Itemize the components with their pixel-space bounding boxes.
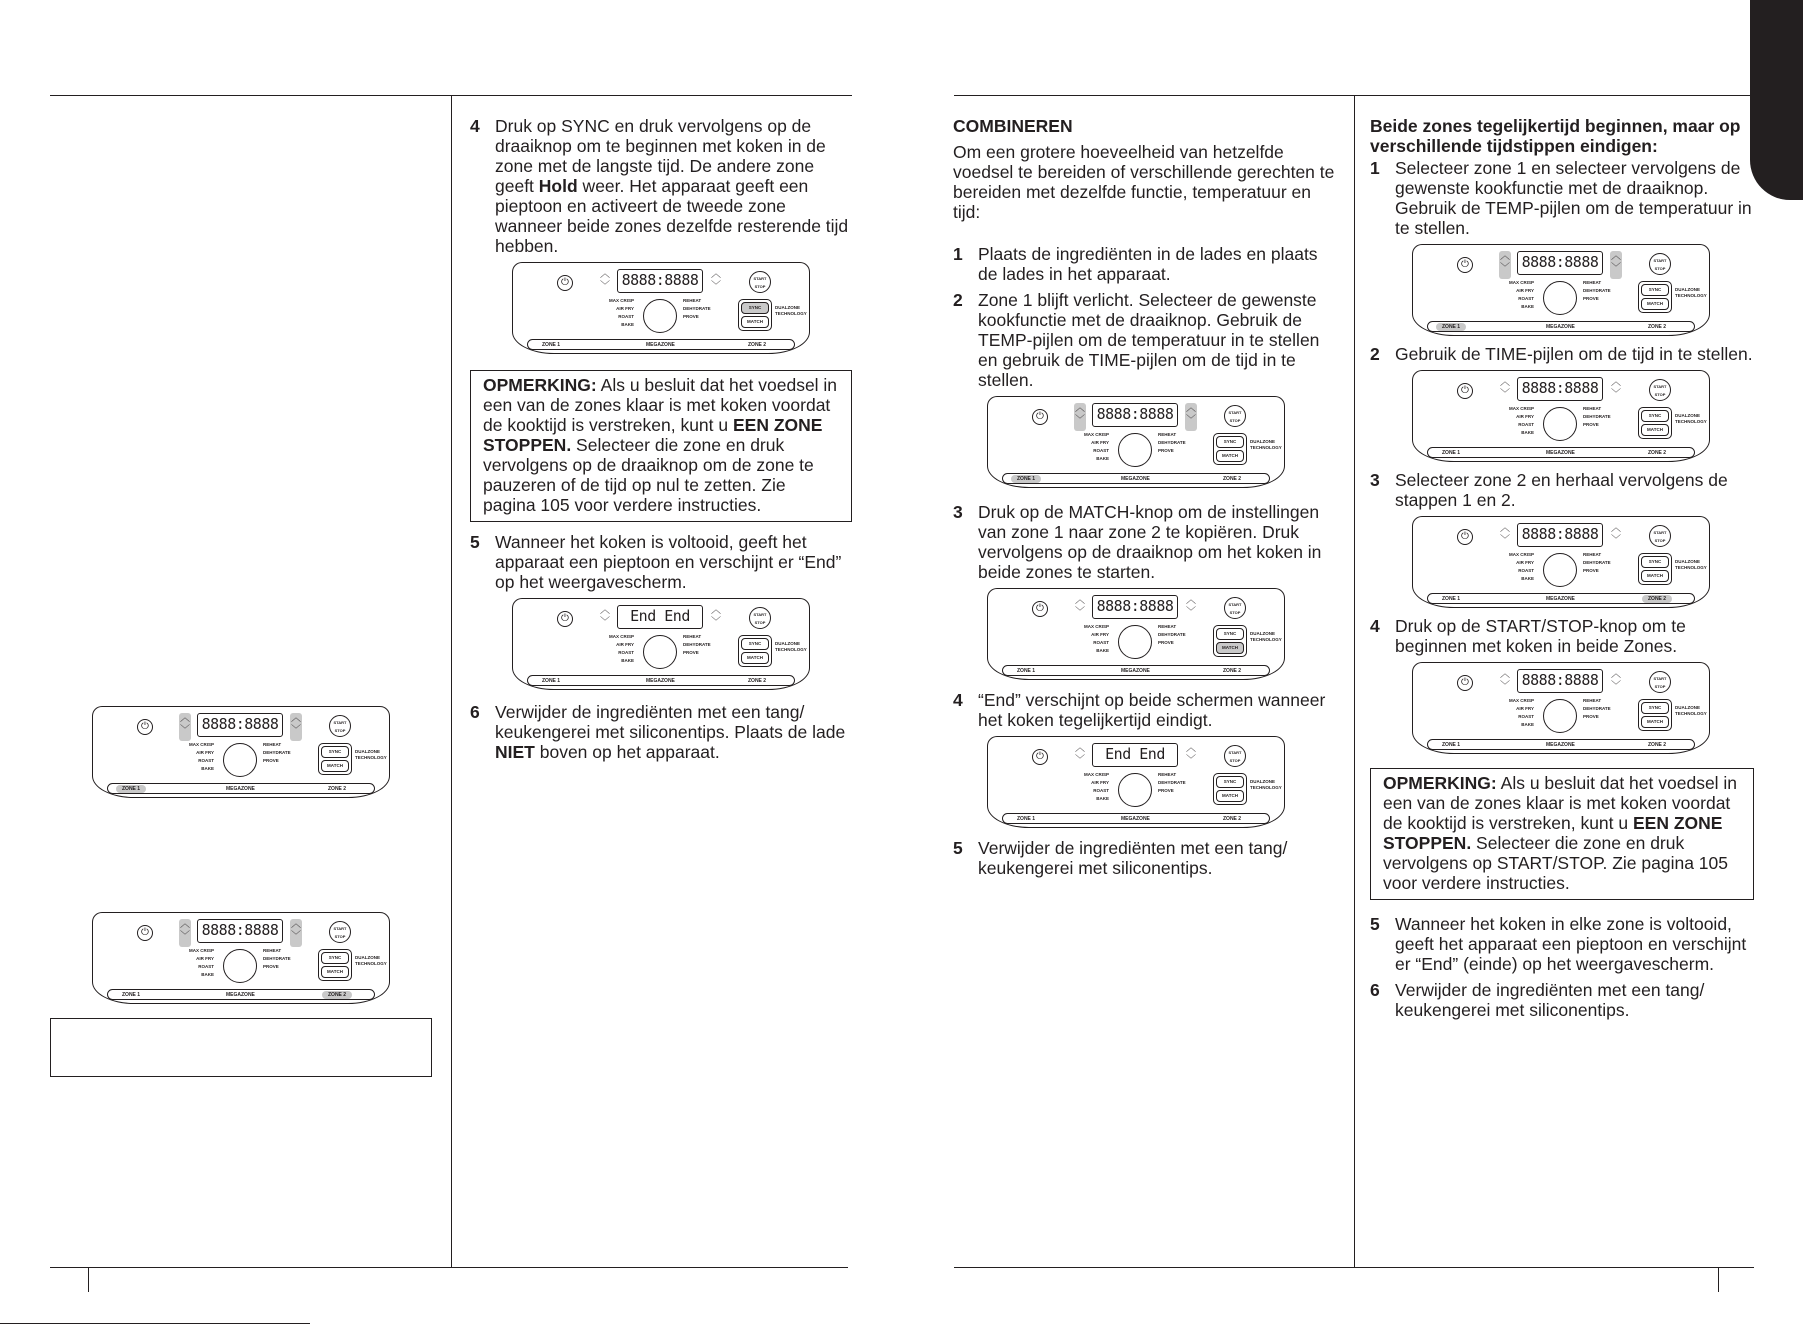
dial-icon: [223, 743, 257, 777]
megazone-label: MEGAZONE: [1546, 596, 1575, 602]
sync-button: SYNC: [1641, 410, 1669, 422]
column-divider-right: [1354, 95, 1355, 1267]
step-1: 1 Plaats de ingrediënten in de lades en plaats de lades in het apparaat.: [953, 244, 1318, 284]
dualzone-label: DUALZONE TECHNOLOGY: [1250, 779, 1282, 790]
zone1-label: ZONE 1: [1017, 668, 1036, 674]
zone1-label: ZONE 1: [1442, 450, 1461, 456]
note-box: OPMERKING: Als u besluit dat het voedsel in een van de zones klaar is met koken voordat de kooktijd is verstreken, kunt u EEN ZONE STOPPEN. Selecteer die zone en druk vervolgens op START/STOP. Zie pagina 105 voor verdere instructies.: [1370, 768, 1754, 900]
sync-button: SYNC: [321, 746, 349, 758]
zone2-label: ZONE 2: [328, 786, 347, 792]
time-arrows-icon: ︿ ﹀: [1611, 523, 1621, 546]
zone1-label: ZONE 1: [122, 992, 141, 998]
power-icon: ⏻: [1457, 257, 1473, 273]
zone2-label: ZONE 2: [1648, 324, 1667, 330]
control-panel: [1412, 662, 1710, 754]
zone2-label: ZONE 2: [748, 342, 767, 348]
dial-icon: [643, 635, 677, 669]
control-panel: [92, 706, 390, 798]
panel-display: 8888:8888: [1092, 595, 1178, 619]
function-list-left: MAX CRISP AIR FRY ROAST BAKE: [1084, 624, 1110, 653]
start-stop-button: START STOP: [1649, 525, 1671, 547]
function-list-right: REHEAT DEHYDRATE PROVE: [1583, 552, 1611, 573]
zone-bar: [107, 783, 375, 794]
temp-arrows-icon: ︿ ﹀: [600, 269, 610, 292]
sync-match-group: [1638, 407, 1672, 439]
control-panel: [512, 262, 810, 354]
zone-bar: [527, 339, 795, 350]
start-stop-button: START STOP: [329, 921, 351, 943]
dial-icon: [1118, 433, 1152, 467]
dualzone-label: DUALZONE TECHNOLOGY: [775, 641, 807, 652]
zone-bar: [1427, 321, 1695, 332]
zone1-label: ZONE 1: [1011, 475, 1041, 483]
dualzone-label: DUALZONE TECHNOLOGY: [355, 955, 387, 966]
sync-button: SYNC: [741, 638, 769, 650]
dualzone-label: DUALZONE TECHNOLOGY: [355, 749, 387, 760]
sync-match-group: [1213, 773, 1247, 805]
start-stop-button: START STOP: [1224, 745, 1246, 767]
dualzone-label: DUALZONE TECHNOLOGY: [1250, 631, 1282, 642]
megazone-label: MEGAZONE: [646, 678, 675, 684]
dualzone-label: DUALZONE TECHNOLOGY: [1675, 413, 1707, 424]
time-arrows-icon: ︿ ﹀: [1611, 669, 1621, 692]
function-list-left: MAX CRISP AIR FRY ROAST BAKE: [1509, 406, 1535, 435]
zone-bar: [1002, 813, 1270, 824]
power-icon: ⏻: [137, 719, 153, 735]
step-4: 4 Druk op SYNC en druk vervolgens op de draaiknop om te beginnen met koken in de zone met de langste tijd. De andere zone geeft Hold weer. Het apparaat geeft een pieptoon en activeert de tweede zone wanneer beide zones dezelfde resterende tijd hebben.: [470, 116, 849, 256]
start-stop-button: START STOP: [749, 607, 771, 629]
intro-paragraph: Om een grotere hoeveelheid van hetzelfde voedsel te bereiden of verschillende gerechten te bereiden met dezelfde functie, temperatuur en tijd:: [953, 142, 1335, 222]
sync-button: SYNC: [741, 302, 769, 314]
bottom-tick-right: [1718, 1267, 1719, 1292]
dial-icon: [1543, 281, 1577, 315]
start-stop-button: START STOP: [1649, 253, 1671, 275]
megazone-label: MEGAZONE: [1121, 476, 1150, 482]
match-button: MATCH: [1216, 790, 1244, 802]
sync-match-group: [1213, 625, 1247, 657]
function-list-left: MAX CRISP AIR FRY ROAST BAKE: [609, 634, 635, 663]
column-divider-left: [451, 95, 452, 1267]
sync-match-group: [318, 949, 352, 981]
megazone-label: MEGAZONE: [646, 342, 675, 348]
control-panel: [512, 598, 810, 690]
megazone-label: MEGAZONE: [226, 786, 255, 792]
temp-arrows-icon: ︿ ﹀: [1500, 377, 1510, 400]
panel-display: End End: [617, 605, 703, 629]
zone-bar: [107, 989, 375, 1000]
power-icon: ⏻: [1032, 601, 1048, 617]
bottom-tick-left: [88, 1267, 89, 1292]
start-stop-button: START STOP: [1649, 379, 1671, 401]
match-button: MATCH: [321, 760, 349, 772]
zone1-label: ZONE 1: [542, 678, 561, 684]
zone1-label: ZONE 1: [116, 785, 146, 793]
function-list-right: REHEAT DEHYDRATE PROVE: [263, 948, 291, 969]
megazone-label: MEGAZONE: [226, 992, 255, 998]
step-6: 6 Verwijder de ingrediënten met een tang/ keukengerei met siliconentips. Plaats de lade NIET boven op het apparaat.: [470, 702, 846, 762]
function-list-left: MAX CRISP AIR FRY ROAST BAKE: [609, 298, 635, 327]
dualzone-label: DUALZONE TECHNOLOGY: [1675, 705, 1707, 716]
bottom-rule-left: [50, 1267, 848, 1268]
panel-display: 8888:8888: [617, 269, 703, 293]
function-list-right: REHEAT DEHYDRATE PROVE: [1583, 406, 1611, 427]
power-icon: ⏻: [1457, 675, 1473, 691]
time-arrows-icon: ︿ ﹀: [1185, 403, 1197, 431]
sync-button: SYNC: [1216, 776, 1244, 788]
megazone-label: MEGAZONE: [1121, 668, 1150, 674]
zone1-label: ZONE 1: [1436, 323, 1466, 331]
panel-display: 8888:8888: [1517, 669, 1603, 693]
power-icon: ⏻: [1032, 749, 1048, 765]
power-icon: ⏻: [557, 275, 573, 291]
control-panel: [1412, 516, 1710, 608]
different-end-times-column: [1370, 116, 1754, 1026]
power-icon: ⏻: [1457, 383, 1473, 399]
control-panel: [1412, 370, 1710, 462]
empty-note-box: [50, 1018, 432, 1077]
bottom-rule-right: [954, 1267, 1754, 1268]
control-panel: [987, 736, 1285, 828]
zone2-label: ZONE 2: [1223, 816, 1242, 822]
function-list-left: MAX CRISP AIR FRY ROAST BAKE: [1509, 280, 1535, 309]
function-list-right: REHEAT DEHYDRATE PROVE: [1583, 280, 1611, 301]
step-4: 4 Druk op de START/STOP-knop om te beginnen met koken in beide Zones.: [1370, 616, 1686, 656]
zone1-label: ZONE 1: [1442, 742, 1461, 748]
panel-display: 8888:8888: [1092, 403, 1178, 427]
sync-match-group: [318, 743, 352, 775]
dial-icon: [223, 949, 257, 983]
control-panel: [1412, 244, 1710, 336]
zone2-label: ZONE 2: [322, 991, 352, 999]
sync-button: SYNC: [1641, 556, 1669, 568]
step-5: 5 Verwijder de ingrediënten met een tang/ keukengerei met siliconentips.: [953, 838, 1288, 878]
temp-arrows-icon: ︿ ﹀: [1499, 251, 1511, 279]
time-arrows-icon: ︿ ﹀: [711, 269, 721, 292]
sync-match-group: [1638, 699, 1672, 731]
step-5: 5 Wanneer het koken in elke zone is voltooid, geeft het apparaat een pieptoon en verschijnt er “End” (einde) op het weergavescherm.: [1370, 914, 1747, 974]
dial-icon: [1543, 699, 1577, 733]
power-icon: ⏻: [1032, 409, 1048, 425]
section-heading: COMBINEREN: [953, 116, 1073, 136]
power-icon: ⏻: [557, 611, 573, 627]
sync-button: SYNC: [1216, 628, 1244, 640]
match-button: MATCH: [1641, 716, 1669, 728]
megazone-label: MEGAZONE: [1546, 324, 1575, 330]
dualzone-label: DUALZONE TECHNOLOGY: [775, 305, 807, 316]
sync-match-group: [1638, 281, 1672, 313]
sync-button: SYNC: [321, 952, 349, 964]
control-panel: [987, 588, 1285, 680]
zone1-label: ZONE 1: [1017, 816, 1036, 822]
time-arrows-icon: ︿ ﹀: [290, 919, 302, 947]
power-icon: ⏻: [1457, 529, 1473, 545]
start-stop-button: START STOP: [1224, 405, 1246, 427]
function-list-left: MAX CRISP AIR FRY ROAST BAKE: [1509, 552, 1535, 581]
zone-bar: [527, 675, 795, 686]
panel-display: 8888:8888: [197, 919, 283, 943]
start-stop-button: START STOP: [329, 715, 351, 737]
match-button: MATCH: [1216, 642, 1244, 654]
control-panel: [92, 912, 390, 1004]
dial-icon: [1118, 625, 1152, 659]
sync-match-group: [738, 635, 772, 667]
panel-display: 8888:8888: [197, 713, 283, 737]
time-arrows-icon: ︿ ﹀: [290, 713, 302, 741]
sync-button: SYNC: [1641, 702, 1669, 714]
dial-icon: [1543, 553, 1577, 587]
zone-bar: [1427, 593, 1695, 604]
zone2-label: ZONE 2: [1223, 668, 1242, 674]
step-5: 5 Wanneer het koken is voltooid, geeft het apparaat een pieptoon en verschijnt er “End” op het weergavescherm.: [470, 532, 842, 592]
temp-arrows-icon: ︿ ﹀: [600, 605, 610, 628]
function-list-right: REHEAT DEHYDRATE PROVE: [1158, 432, 1186, 453]
zone1-label: ZONE 1: [542, 342, 561, 348]
function-list-left: MAX CRISP AIR FRY ROAST BAKE: [1509, 698, 1535, 727]
zone2-label: ZONE 2: [1648, 742, 1667, 748]
section-subheading: Beide zones tegelijkertijd beginnen, maar op verschillende tijdstippen eindigen:: [1370, 116, 1741, 156]
function-list-right: REHEAT DEHYDRATE PROVE: [263, 742, 291, 763]
zone2-label: ZONE 2: [1648, 450, 1667, 456]
match-button: MATCH: [1216, 450, 1244, 462]
temp-arrows-icon: ︿ ﹀: [1075, 743, 1085, 766]
panel-display: 8888:8888: [1517, 523, 1603, 547]
match-button: MATCH: [741, 316, 769, 328]
temp-arrows-icon: ︿ ﹀: [1074, 403, 1086, 431]
time-arrows-icon: ︿ ﹀: [1186, 595, 1196, 618]
function-list-left: MAX CRISP AIR FRY ROAST BAKE: [189, 742, 215, 771]
function-list-left: MAX CRISP AIR FRY ROAST BAKE: [1084, 432, 1110, 461]
start-stop-button: START STOP: [1224, 597, 1246, 619]
sync-button: SYNC: [1216, 436, 1244, 448]
panel-display: 8888:8888: [1517, 377, 1603, 401]
match-button: MATCH: [1641, 424, 1669, 436]
dial-icon: [643, 299, 677, 333]
step-3: 3 Selecteer zone 2 en herhaal vervolgens de stappen 1 en 2.: [1370, 470, 1728, 510]
megazone-label: MEGAZONE: [1546, 450, 1575, 456]
megazone-label: MEGAZONE: [1121, 816, 1150, 822]
zone-bar: [1427, 739, 1695, 750]
step-4: 4 “End” verschijnt op beide schermen wanneer het koken tegelijkertijd eindigt.: [953, 690, 1326, 730]
dualzone-label: DUALZONE TECHNOLOGY: [1250, 439, 1282, 450]
temp-arrows-icon: ︿ ﹀: [179, 919, 191, 947]
step-2: 2 Zone 1 blijft verlicht. Selecteer de gewenste kookfunctie met de draaiknop. Gebruik de TEMP-pijlen om de temperatuur in te stellen en gebruik de TIME-pijlen om de tijd in te stellen.: [953, 290, 1320, 390]
start-stop-button: START STOP: [1649, 671, 1671, 693]
zone2-label: ZONE 2: [1223, 476, 1242, 482]
step-2: 2 Gebruik de TIME-pijlen om de tijd in te stellen.: [1370, 344, 1753, 364]
sync-match-group: [1213, 433, 1247, 465]
zone-bar: [1002, 665, 1270, 676]
combineren-column: [953, 116, 1335, 884]
zone-bar: [1427, 447, 1695, 458]
function-list-right: REHEAT DEHYDRATE PROVE: [683, 634, 711, 655]
sync-match-group: [1638, 553, 1672, 585]
panel-display: End End: [1092, 743, 1178, 767]
start-stop-button: START STOP: [749, 271, 771, 293]
dualzone-label: DUALZONE TECHNOLOGY: [1675, 287, 1707, 298]
match-button: MATCH: [1641, 298, 1669, 310]
panel-display: 8888:8888: [1517, 251, 1603, 275]
function-list-right: REHEAT DEHYDRATE PROVE: [1158, 772, 1186, 793]
temp-arrows-icon: ︿ ﹀: [1500, 669, 1510, 692]
time-arrows-icon: ︿ ﹀: [711, 605, 721, 628]
sync-button: SYNC: [1641, 284, 1669, 296]
temp-arrows-icon: ︿ ﹀: [179, 713, 191, 741]
match-button: MATCH: [741, 652, 769, 664]
zone2-label: ZONE 2: [748, 678, 767, 684]
temp-arrows-icon: ︿ ﹀: [1500, 523, 1510, 546]
step-6: 6 Verwijder de ingrediënten met een tang/ keukengerei met siliconentips.: [1370, 980, 1705, 1020]
temp-arrows-icon: ︿ ﹀: [1075, 595, 1085, 618]
left-page-instructions: [470, 116, 852, 768]
zone-bar: [1002, 473, 1270, 484]
control-panel: [987, 396, 1285, 488]
match-button: MATCH: [321, 966, 349, 978]
note-box: OPMERKING: Als u besluit dat het voedsel in een van de zones klaar is met koken voordat de kooktijd is verstreken, kunt u EEN ZONE STOPPEN. Selecteer die zone en druk vervolgens op de draaiknop om de zone te pauzeren of de tijd op nul te zetten. Zie pagina 105 voor verdere instructies.: [470, 370, 852, 522]
function-list-right: REHEAT DEHYDRATE PROVE: [1583, 698, 1611, 719]
left-column-panels: [92, 706, 392, 1004]
megazone-label: MEGAZONE: [1546, 742, 1575, 748]
dial-icon: [1118, 773, 1152, 807]
dial-icon: [1543, 407, 1577, 441]
zone1-label: ZONE 1: [1442, 596, 1461, 602]
section-tab: [1750, 0, 1803, 200]
sync-match-group: [738, 299, 772, 331]
step-3: 3 Druk op de MATCH-knop om de instellingen van zone 1 naar zone 2 te kopiëren. Druk vervolgens op de draaiknop om het koken in beide zones te starten.: [953, 502, 1322, 582]
time-arrows-icon: ︿ ﹀: [1611, 377, 1621, 400]
function-list-right: REHEAT DEHYDRATE PROVE: [683, 298, 711, 319]
match-button: MATCH: [1641, 570, 1669, 582]
function-list-left: MAX CRISP AIR FRY ROAST BAKE: [189, 948, 215, 977]
function-list-right: REHEAT DEHYDRATE PROVE: [1158, 624, 1186, 645]
step-1: 1 Selecteer zone 1 en selecteer vervolgens de gewenste kookfunctie met de draaiknop. Gebruik de TEMP-pijlen om de temperatuur in te stellen.: [1370, 158, 1752, 238]
power-icon: ⏻: [137, 925, 153, 941]
dualzone-label: DUALZONE TECHNOLOGY: [1675, 559, 1707, 570]
zone2-label: ZONE 2: [1642, 595, 1672, 603]
function-list-left: MAX CRISP AIR FRY ROAST BAKE: [1084, 772, 1110, 801]
time-arrows-icon: ︿ ﹀: [1186, 743, 1196, 766]
time-arrows-icon: ︿ ﹀: [1610, 251, 1622, 279]
